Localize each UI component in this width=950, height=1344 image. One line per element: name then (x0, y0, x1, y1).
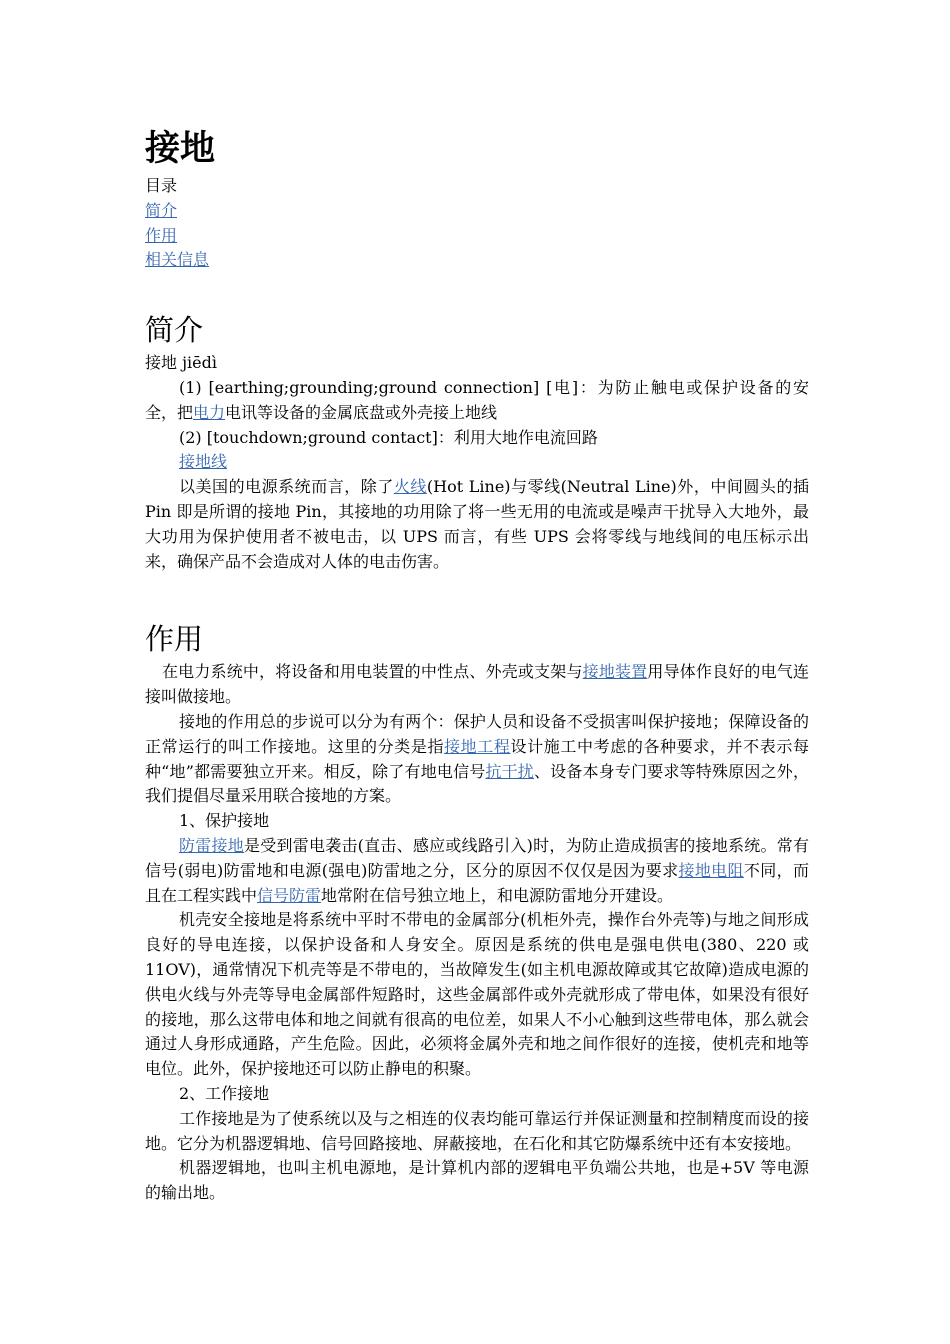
intro-paragraph-text-a: 以美国的电源系统而言，除了 (179, 477, 394, 497)
usage-paragraph-3-text-a: 是受到雷电袭击(直击、感应或线路引入)时，为防止造成损害的接地系统。常有信号(弱电)防雷地和电源(强电)防雷地之分，区分的原因不仅仅是因为要求 (145, 835, 809, 880)
usage-paragraph-3-text-c: 地常附在信号独立地上，和电源防雷地分开建设。 (321, 885, 674, 905)
toc-heading: 目录 (145, 176, 178, 195)
definition-1-text-a: (1) [earthing;grounding;ground connection] [电]：为防止触电或保护设备的安全，把 (145, 377, 809, 422)
usage-paragraph-3 (145, 834, 809, 908)
link-grounding-engineering[interactable]: 接地工程 (444, 736, 511, 756)
usage-paragraph-1-text-a: 在电力系统中，将设备和用电装置的中性点、外壳或支架与 (162, 662, 583, 682)
subheading-protective-grounding: 1、保护接地 (179, 811, 270, 831)
link-grounding-resistance[interactable]: 接地电阻 (678, 860, 744, 880)
link-lightning-grounding[interactable]: 防雷接地 (179, 835, 244, 855)
usage-paragraph-4: 机壳安全接地是将系统中平时不带电的金属部分(机柜外壳，操作台外壳等)与地之间形成良好的导电连接，以保护设备和人身安全。原因是系统的供电是强电供电(380、220 或 11OV)，通常情况下机壳等是不带电的，当故障发生(如主机电源故障或其它故障)造成电源的供电火线与外壳等导电金属部件短路时，这些金属部件或外壳就形成了带电体，如果没有很好的接地，那么这带电体和地之间就有很高的电位差，如果人不小心触到这些带电体，那么就会通过人身形成通路，产生危险。因此，必须将金属外壳和地之间作很好的连接，使机壳和地等电位。此外，保护接地还可以防止静电的积聚。 (145, 910, 809, 1079)
subheading-working-grounding: 2、工作接地 (179, 1083, 270, 1103)
pinyin-line: 接地 jiēdì (145, 353, 217, 373)
definition-1-text-b: 电讯等设备的金属底盘或外壳接上地线 (225, 402, 498, 422)
link-grounding-device[interactable]: 接地装置 (582, 662, 648, 682)
link-anti-interference[interactable]: 抗干扰 (485, 761, 534, 781)
document-content (145, 124, 809, 1206)
usage-paragraph-3-text-b: 不同，而且在工程实践中 (145, 860, 809, 905)
intro-paragraph (145, 475, 809, 574)
section-heading-usage: 作用 (145, 622, 204, 657)
usage-paragraph-2 (145, 710, 809, 809)
usage-paragraph-6: 机器逻辑地，也叫主机电源地，是计算机内部的逻辑电平负端公共地，也是+5V 等电源的输出地。 (145, 1158, 809, 1203)
usage-paragraph-2-text-c: 、设备本身专门要求等特殊原因之外，我们提倡尽量采用联合接地的方案。 (145, 761, 809, 806)
link-signal-lightning-protection[interactable]: 信号防雷 (257, 885, 322, 905)
link-line-paragraph (145, 450, 809, 475)
link-electric-power[interactable]: 电力 (193, 402, 226, 422)
section-intro (145, 309, 809, 574)
toc-link-intro[interactable]: 简介 (145, 200, 178, 220)
table-of-contents (145, 174, 809, 273)
usage-paragraph-2-text-a: 接地的作用总的步说可以分为有两个：保护人员和设备不受损害叫保护接地；保障设备的正常运行的叫工作接地。这里的分类是指 (145, 711, 809, 756)
link-hot-line[interactable]: 火线 (393, 477, 427, 497)
usage-paragraph-1-text-b: 用导体作良好的电气连接叫做接地。 (145, 662, 809, 707)
spacer (145, 273, 809, 309)
page-title: 接地 (145, 129, 216, 169)
section-heading-intro: 简介 (145, 313, 204, 348)
usage-paragraph-2-text-b: 设计施工中考虑的各种要求，并不表示每种“地”都需要独立开来。相反，除了有地电信号 (145, 736, 809, 781)
spacer (145, 574, 809, 618)
link-ground-wire[interactable]: 接地线 (179, 452, 228, 472)
section-usage (145, 618, 809, 1206)
usage-paragraph-1 (145, 660, 809, 710)
definition-2: (2) [touchdown;ground contact]：利用大地作电流回路 (179, 427, 598, 447)
toc-link-related[interactable]: 相关信息 (145, 250, 210, 270)
intro-paragraph-text-b: (Hot Line)与零线(Neutral Line)外，中间圆头的插 Pin 即是所谓的接地 Pin，其接地的功用除了将一些无用的电流或是噪声干扰导入大地外，最大功用为保护使用者不被电击，以 UPS 而言，有些 UPS 会将零线与地线间的电压标示出来，确保产品不会造成对人体的电击伤害。 (145, 477, 809, 571)
usage-paragraph-5: 工作接地是为了使系统以及与之相连的仪表均能可靠运行并保证测量和控制精度而设的接地。它分为机器逻辑地、信号回路接地、屏蔽接地，在石化和其它防爆系统中还有本安接地。 (145, 1108, 809, 1153)
definition-1 (145, 376, 809, 426)
toc-link-usage[interactable]: 作用 (145, 225, 178, 245)
